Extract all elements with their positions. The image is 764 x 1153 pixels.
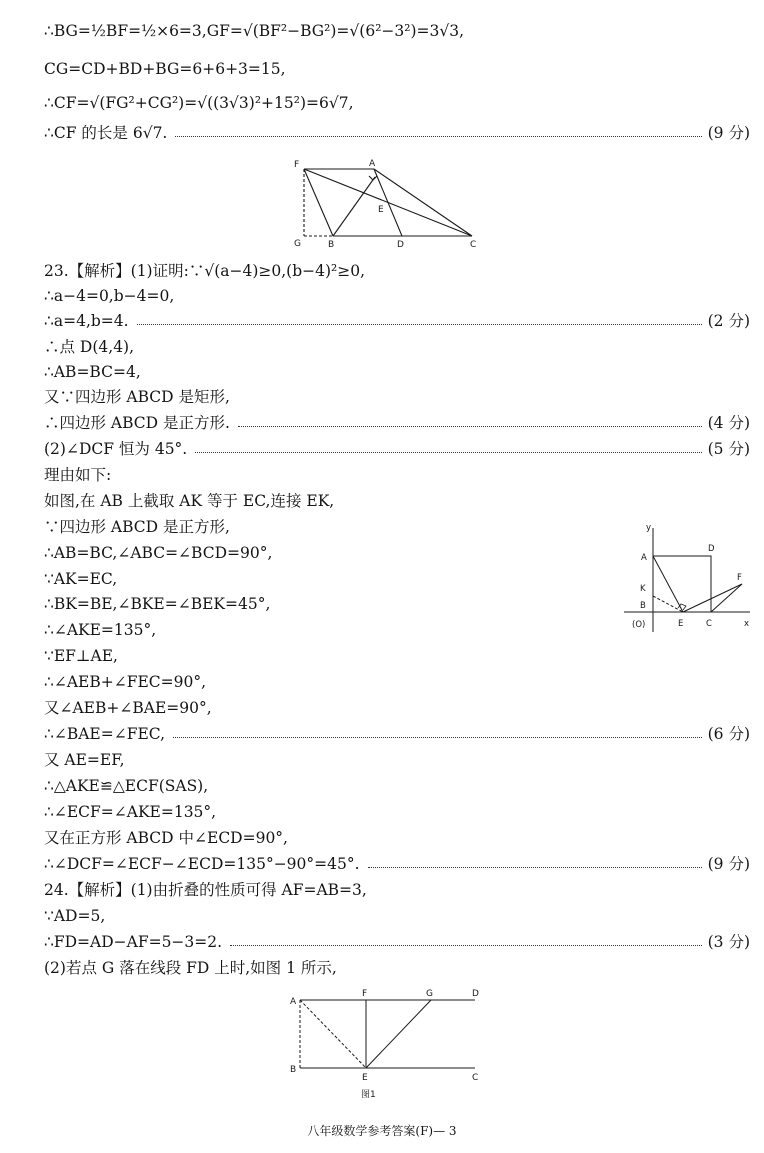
fig1-label-B: B [328, 240, 335, 250]
fig2-label-O: (O) [632, 620, 646, 630]
figure-1-fold [285, 985, 485, 1103]
score-points: (3 分) [707, 933, 750, 951]
solution-line [44, 825, 750, 851]
fig1-label-G: G [294, 239, 301, 249]
fig1-label-D: D [397, 240, 404, 250]
fig2-label-A: A [641, 553, 647, 563]
dot-leader [230, 945, 702, 946]
fig1-label-F: F [294, 160, 300, 170]
solution-line [44, 283, 750, 309]
solution-line [44, 410, 750, 436]
solution-line-text: ∵AD=5, [44, 907, 106, 925]
solution-line [44, 747, 750, 773]
solution-line-text: ∴∠ECF=∠AKE=135°, [44, 803, 217, 821]
solution-line-text: 又∠AEB+∠BAE=90°, [44, 699, 212, 717]
solution-line-text: ∴∠BAE=∠FEC, [44, 725, 166, 743]
solution-line-text: ∴点 D(4,4), [44, 338, 135, 356]
solution-line [44, 955, 750, 981]
solution-line [44, 18, 750, 44]
solution-line [44, 669, 750, 695]
solution-line-text: (2)∠DCF 恒为 45°. [44, 440, 188, 458]
solution-line [44, 877, 750, 903]
solution-line [44, 903, 750, 929]
solution-line-text: 如图,在 AB 上截取 AK 等于 EC,连接 EK, [44, 492, 335, 510]
fig1-label-E: E [378, 205, 384, 215]
fig3-label-C: C [472, 1073, 479, 1083]
solution-line-text: ∴FD=AD−AF=5−3=2. [44, 933, 223, 951]
score-points: (2 分) [707, 312, 750, 330]
solution-line [44, 851, 750, 877]
solution-line [44, 695, 750, 721]
fig3-label-A: A [290, 997, 297, 1007]
solution-line-text: ∴△AKE≌△ECF(SAS), [44, 777, 209, 795]
fig2-label-E: E [678, 619, 684, 629]
solution-line-text: ∴a=4,b=4. [44, 312, 129, 330]
score-points: (9 分) [707, 855, 750, 873]
solution-line [44, 90, 750, 116]
fig1-label-C: C [470, 240, 477, 250]
solution-line [44, 384, 750, 410]
solution-line-text: ∵四边形 ABCD 是正方形, [44, 518, 230, 536]
solution-line-text: 理由如下: [44, 466, 112, 484]
solution-line [44, 488, 750, 514]
dot-leader [195, 452, 701, 453]
score-points: (9 分) [707, 124, 750, 142]
page-footer: 八年级数学参考答案(F)— 3 [307, 1124, 457, 1138]
fig3-label-B: B [290, 1065, 297, 1075]
solution-line-text: 23.【解析】(1)证明:∵√(a−4)≥0,(b−4)²≥0, [44, 262, 366, 280]
score-points: (6 分) [707, 725, 750, 743]
solution-line [44, 721, 750, 747]
solution-line [44, 436, 750, 462]
fig3-caption: 图1 [361, 1090, 376, 1100]
solution-line-text: ∴BG=½BF=½×6=3,GF=√(BF²−BG²)=√(6²−3²)=3√3, [44, 22, 465, 40]
fig2-label-C: C [706, 619, 712, 629]
solution-line [44, 334, 750, 360]
score-points: (5 分) [707, 440, 750, 458]
dot-leader [368, 867, 702, 868]
fig2-label-B: B [640, 601, 646, 611]
solution-line [44, 462, 750, 488]
fig3-label-E: E [362, 1073, 368, 1083]
solution-line-text: 24.【解析】(1)由折叠的性质可得 AF=AB=3, [44, 881, 367, 899]
fig2-label-D: D [708, 544, 715, 554]
solution-line-text: ∴∠AKE=135°, [44, 621, 157, 639]
fig1-label-A: A [369, 159, 376, 169]
solution-line-text: (2)若点 G 落在线段 FD 上时,如图 1 所示, [44, 959, 337, 977]
solution-line-text: ∴BK=BE,∠BKE=∠BEK=45°, [44, 595, 271, 613]
fig2-label-K: K [640, 584, 646, 594]
dot-leader [173, 737, 702, 738]
fig3-label-D: D [472, 989, 479, 999]
solution-line-text: ∴AB=BC,∠ABC=∠BCD=90°, [44, 544, 273, 562]
fig2-label-y: y [646, 523, 652, 533]
solution-line-text: ∴CF=√(FG²+CG²)=√((3√3)²+15²)=6√7, [44, 94, 354, 112]
solution-line-text: CG=CD+BD+BG=6+6+3=15, [44, 60, 286, 78]
solution-line [44, 929, 750, 955]
solution-line-text: ∴四边形 ABCD 是正方形. [44, 414, 230, 432]
fig3-label-G: G [426, 989, 433, 999]
solution-line-text: 又在正方形 ABCD 中∠ECD=90°, [44, 829, 288, 847]
dot-leader [238, 426, 702, 427]
solution-line-text: ∴CF 的长是 6√7. [44, 124, 168, 142]
solution-line [44, 120, 750, 146]
solution-line-text: ∴AB=BC=4, [44, 363, 141, 381]
solution-line [44, 258, 750, 284]
fig2-label-F: F [737, 573, 742, 583]
fig3-label-F: F [362, 989, 368, 999]
solution-line [44, 643, 750, 669]
solution-line-text: ∴a−4=0,b−4=0, [44, 287, 175, 305]
solution-line-text: 又 AE=EF, [44, 751, 125, 769]
dot-leader [175, 136, 701, 137]
solution-line [44, 56, 750, 82]
figure-coordinate-square [620, 520, 756, 635]
solution-line [44, 799, 750, 825]
solution-line-text: ∵AK=EC, [44, 570, 118, 588]
solution-line [44, 773, 750, 799]
solution-line [44, 308, 750, 334]
score-points: (4 分) [707, 414, 750, 432]
solution-line-text: ∴∠AEB+∠FEC=90°, [44, 673, 207, 691]
figure-geometry-1 [290, 155, 490, 250]
solution-line-text: ∴∠DCF=∠ECF−∠ECD=135°−90°=45°. [44, 855, 360, 873]
dot-leader [137, 324, 702, 325]
solution-line-text: 又∵四边形 ABCD 是矩形, [44, 388, 230, 406]
solution-line [44, 359, 750, 385]
fig2-label-x: x [744, 619, 750, 629]
solution-line-text: ∵EF⊥AE, [44, 647, 118, 665]
